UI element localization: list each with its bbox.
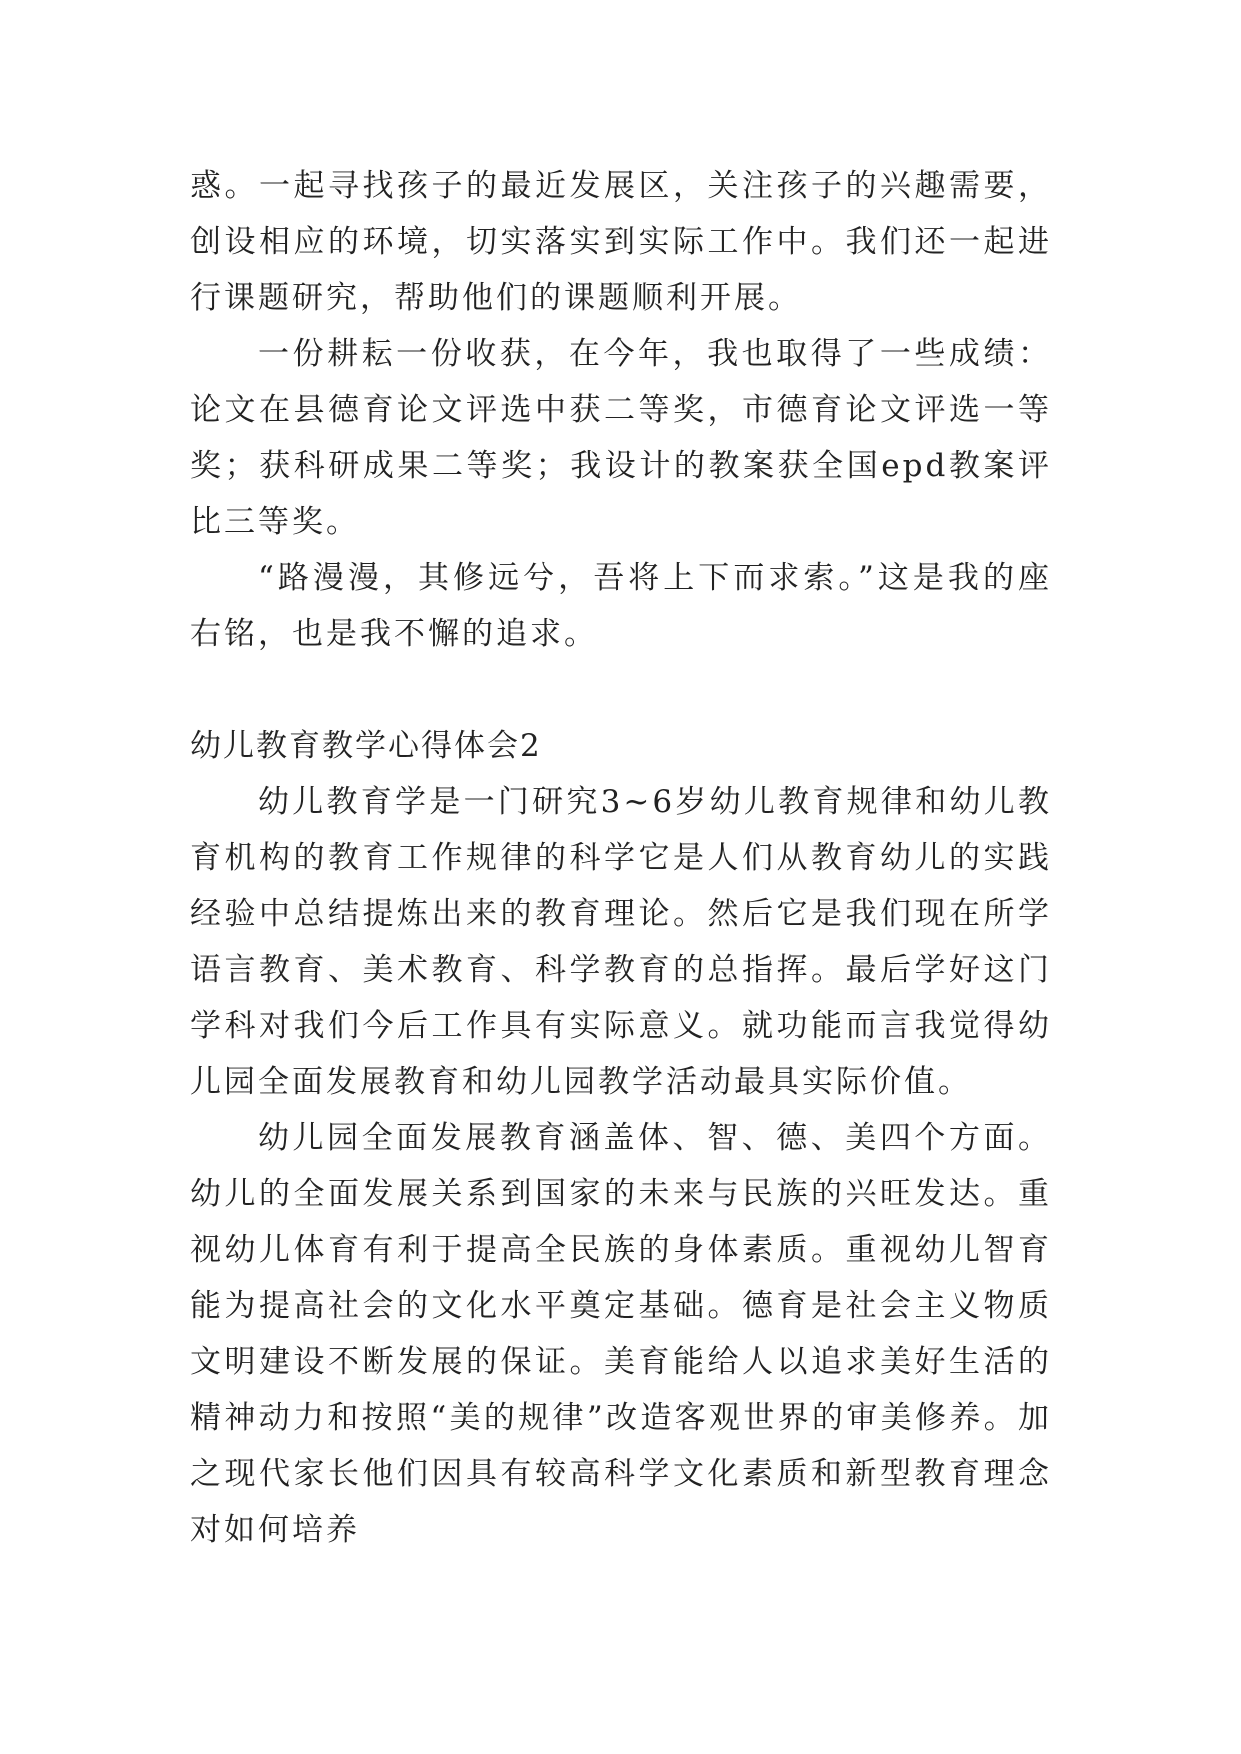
section-title: 幼儿教育教学心得体会2	[190, 728, 542, 764]
paragraph-development: 幼儿园全面发展教育涵盖体、智、德、美四个方面。幼儿的全面发展关系到国家的未来与民族的兴旺发达。重视幼儿体育有利于提高全民族的身体素质。重视幼儿智育能为提高社会的文化水平奠定基础。德育是社会主义物质文明建设不断发展的保证。美育能给人以追求美好生活的精神动力和按照“美的规律”改造客观世界的审美修养。加之现代家长他们因具有较高科学文化素质和新型教育理念对如何培养	[190, 1120, 1052, 1548]
paragraph-motto: “路漫漫，其修远兮，吾将上下而求索。”这是我的座右铭，也是我不懈的追求。	[190, 560, 1052, 652]
paragraph-definition: 幼儿教育学是一门研究3~6岁幼儿教育规律和幼儿教育机构的教育工作规律的科学它是人们从教育幼儿的实践经验中总结提炼出来的教育理论。然后它是我们现在所学语言教育、美术教育、科学教育的总指挥。最后学好这门学科对我们今后工作具有实际意义。就功能而言我觉得幼儿园全面发展教育和幼儿园教学活动最具实际价值。	[190, 784, 1052, 1100]
paragraph-achievements: 一份耕耘一份收获，在今年，我也取得了一些成绩：论文在县德育论文评选中获二等奖，市德育论文评选一等奖；获科研成果二等奖；我设计的教案获全国epd教案评比三等奖。	[190, 336, 1052, 540]
section-spacer	[190, 662, 1052, 718]
document-body	[190, 158, 1052, 1558]
paragraph-continuation: 惑。一起寻找孩子的最近发展区，关注孩子的兴趣需要，创设相应的环境，切实落实到实际工作中。我们还一起进行课题研究，帮助他们的课题顺利开展。	[190, 168, 1052, 316]
